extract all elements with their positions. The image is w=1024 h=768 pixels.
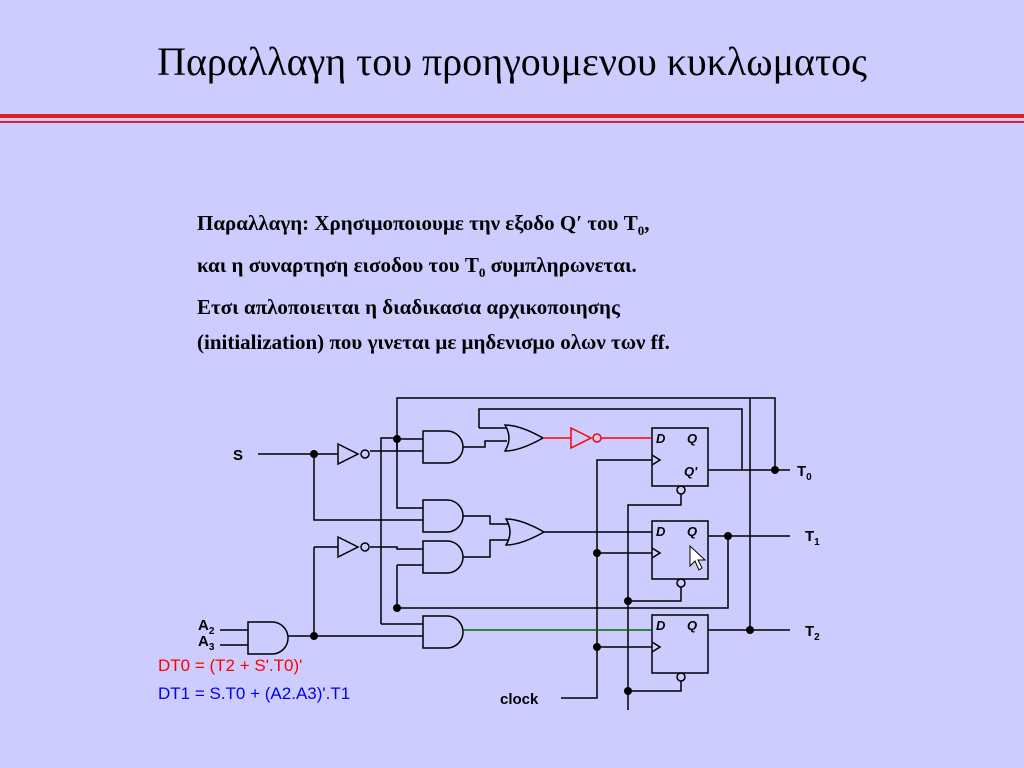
and-gate-3 [423,541,463,573]
wire-a2-a3 [220,630,248,645]
text-line-2: και η συναρτηση εισοδου του $T_0$ συμπληρωνεται. [197,253,637,281]
ff2-q-pin: Q [687,618,698,633]
label-t2: $T_2$ [805,623,820,643]
wire-and2-out [463,516,508,524]
wire-s-not [370,439,397,451]
label-t0: $T_0$ [797,463,812,483]
ff0-q-pin: Q [687,431,698,446]
not-bubble-a23 [361,543,369,551]
and-gate-4 [423,616,463,648]
junction-dot [746,626,754,634]
label-t1: $T_1$ [805,528,820,548]
ff0-d-pin: D [656,431,666,446]
or-gate-1 [505,425,543,451]
ff1-q-pin: Q [687,524,698,539]
not-bubble-red [593,434,601,442]
ff1-d-pin: D [656,524,666,539]
reset-bubble-ff1 [677,579,685,587]
ff0-qn-pin: Q' [684,464,698,479]
wire-and4-in [381,438,423,624]
equation-dt1: DT1 = S.T0 + (A2.A3)'.T1 [158,684,351,703]
or-gate-2 [506,519,544,545]
junction-dot [724,532,732,540]
label-clock: clock [500,691,539,708]
not-gate-red [571,428,591,448]
and-gate-a2a3 [248,622,288,654]
wire-clock [561,460,652,698]
ff2-d-pin: D [656,618,666,633]
reset-bubble-ff0 [677,486,685,494]
slide-title: Παραλλαγη του προηγουμενου κυκλωματος [157,39,867,84]
wire-qn-feedback [479,409,742,470]
junction-dot [593,643,601,651]
not-bubble-s [361,450,369,458]
reset-bubble-ff2 [677,673,685,681]
clock-edge-ff1 [652,548,660,558]
wire-and3-out [463,540,508,557]
junction-dot [310,632,318,640]
wire-reset [628,494,681,710]
junction-dot [393,435,401,443]
and-gate-2 [423,500,463,532]
junction-dot [593,549,601,557]
junction-dot [624,687,632,695]
wire-t1-feedback [397,536,728,608]
wire-a23-out [288,547,423,636]
clock-edge-ff2 [652,642,660,652]
and-gate-1 [423,431,463,463]
wire-a23-not-out [370,547,423,549]
text-line-4: (initialization) που γινεται με μηδενισμο ολων των ff. [197,330,670,355]
equation-dt0: DT0 = (T2 + S'.T0)' [158,656,303,675]
junction-dot [310,450,318,458]
wire-t0-to-and2 [397,439,423,508]
label-a3: $A_3$ [198,633,215,653]
junction-dot [771,466,779,474]
text-line-3: Ετσι απλοποιειται η διαδικασια αρχικοποιησης [197,295,620,320]
not-gate-a23 [338,537,358,557]
wire-t1-to-and3 [397,565,423,608]
clock-edge-ff0 [652,455,660,465]
wire-and1-out [463,441,507,447]
junction-dot [624,597,632,605]
not-gate-s [338,444,358,464]
mouse-cursor-icon [690,546,705,570]
text-line-1: Παραλλαγη: Χρησιμοποιουμε την εξοδο Q′ του $T_0$, [197,211,650,239]
junction-dot [393,604,401,612]
label-s: S [233,447,244,464]
wire-s-branch [314,454,423,520]
label-a2: $A_2$ [198,617,215,637]
